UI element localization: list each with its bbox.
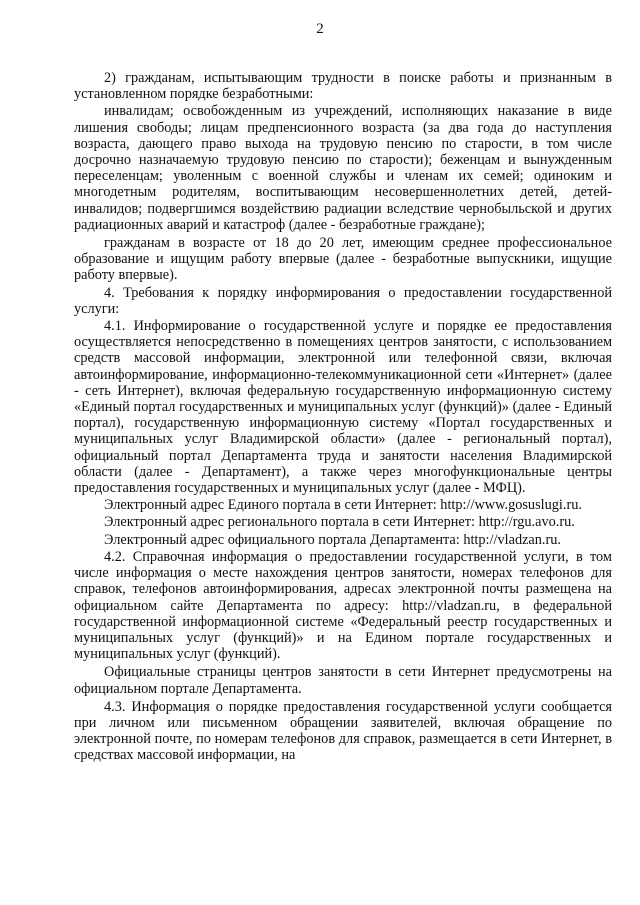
paragraph-unified-portal-address: Электронный адрес Единого портала в сети Интернет: http://www.gosuslugi.ru. (104, 497, 582, 514)
paragraph-4-2: 4.2. Справочная информация о предоставлении государственной услуги, в том числе информация о месте нахождения центров занятости, номерах телефонов для справок, телефонов автоинформирования, адресах электронной почты размещена на официальном сайте Департамента по адресу: http://vladzan.ru, в федеральной государственной информационной системе «Федеральный реестр государственных и муниципальных услуг (функций)» и на Едином портале государственных и муниципальных услуг (функций). (74, 548, 612, 663)
page-number: 2 (316, 21, 324, 37)
paragraph-unemployed-citizens: 2) гражданам, испытывающим трудности в поиске работы и признанным в установленном порядке безработными: (74, 70, 612, 103)
paragraph-4-3: 4.3. Информация о порядке предоставления государственной услуги сообщается при личном или письменном обращении заявителей, включая обращение по электронной почте, по номерам телефонов для справок, размещается в сети Интернет, в средствах массовой информации, на (74, 698, 612, 764)
paragraph-4-1: 4.1. Информирование о государственной услуге и порядке ее предоставления осуществляется непосредственно в помещениях центров занятости, с использованием средств массовой информации, электронной или телефонной связи, включая автоинформирование, информационно-телекоммуникационной сети «Интернет» (далее - сеть Интернет), включая федеральную государственную информационную систему «Единый портал государственных и муниципальных услуг (функций)» (далее - Единый портал), государственную информационную систему «Портал государственных и муниципальных услуг Владимирской области» (далее - региональный портал), официальный портал Департамента труда и занятости населения Владимирской области (далее - Департамент), а также через многофункциональные центры предоставления государственных и муниципальных услуг (далее - МФЦ). (74, 318, 612, 497)
paragraph-department-portal-address: Электронный адрес официального портала Департамента: http://vladzan.ru. (104, 531, 561, 548)
document-body (74, 70, 612, 765)
paragraph-graduates: гражданам в возрасте от 18 до 20 лет, имеющим среднее профессиональное образование и ищущим работу впервые (далее - безработные выпускники, ищущие работу впервые). (74, 235, 612, 284)
paragraph-official-pages: Официальные страницы центров занятости в сети Интернет предусмотрены на официальном портале Департамента. (74, 664, 612, 697)
paragraph-regional-portal-address: Электронный адрес регионального портала в сети Интернет: http://rgu.avo.ru. (104, 514, 575, 531)
section-4-heading: 4. Требования к порядку информирования о предоставлении государственной услуги: (74, 284, 612, 317)
paragraph-unemployed-categories: инвалидам; освобожденным из учреждений, исполняющих наказание в виде лишения свободы; лицам предпенсионного возраста (за два года до наступления возраста, дающего право выхода на трудовую пенсию по старости, в том числе досрочно назначаемую трудовую пенсию по старости); беженцам и вынужденным переселенцам; уволенным с военной службы и членам их семей; одиноким и многодетным родителям, воспитывающим несовершеннолетних детей, детей-инвалидов; подвергшимся воздействию радиации вследствие чернобыльской и других радиационных аварий и катастроф (далее - безработные граждане); (74, 103, 612, 233)
